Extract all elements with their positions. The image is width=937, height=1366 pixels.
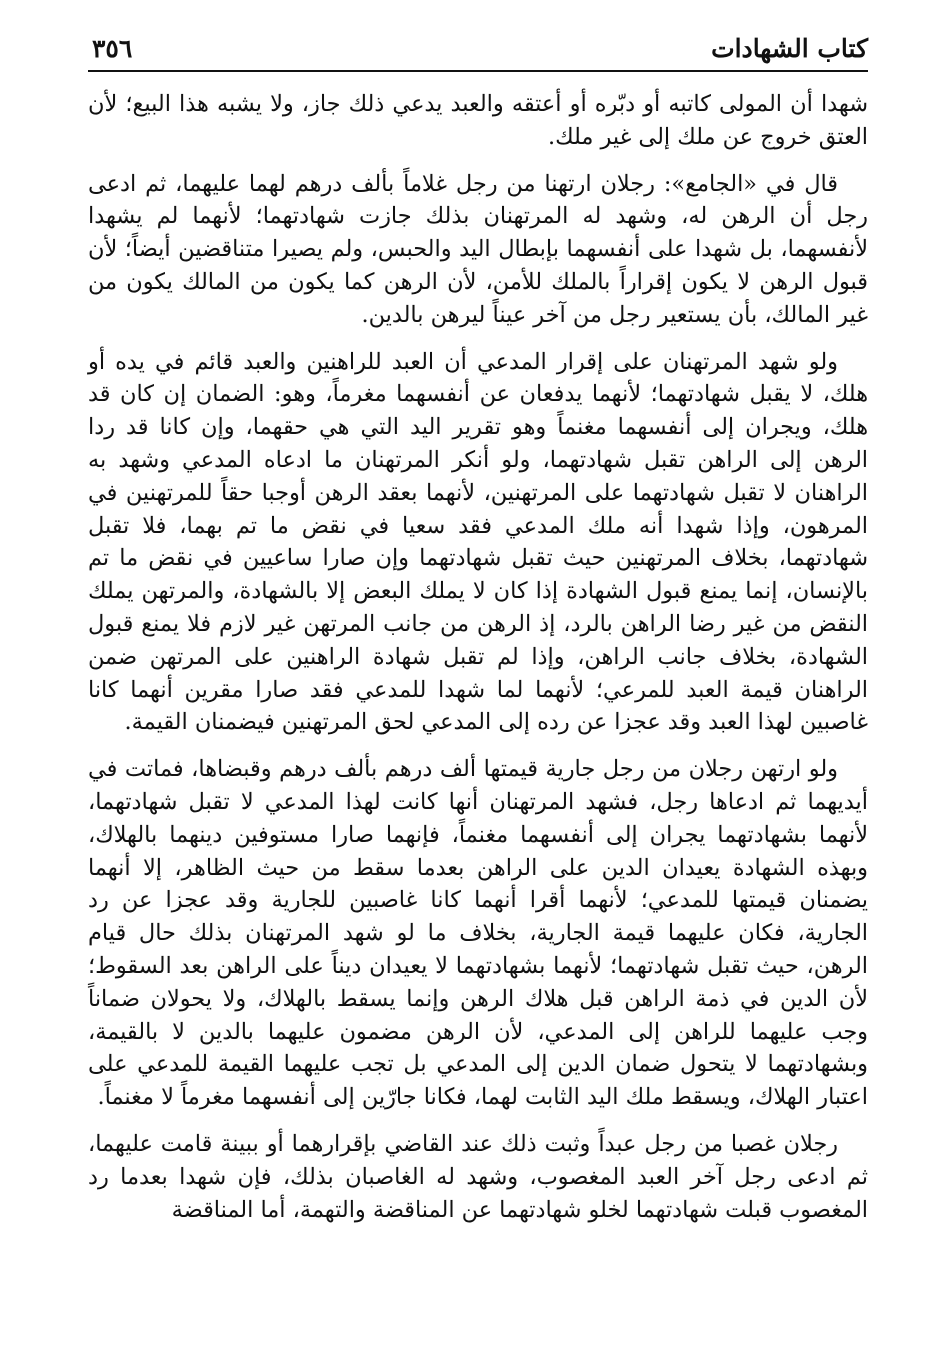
body-text xyxy=(88,88,868,1226)
paragraph-jariya-pledge: ولو ارتهن رجلان من رجل جارية قيمتها ألف درهم بألف درهم وقبضاها، فماتت في أيديهما ثم ادعاها رجل، فشهد المرتهنان أنها كانت لهذا المدعي لا تقبل شهادتهما، لأنهما بشهادتهما يجران إلى أنفسهما مغنماً، فإنهما صارا مستوفين دينهما بالهلاك، وبهذه الشهادة يعيدان الدين على الراهن بعدما سقط من حيث الظاهر، إلا أنهما يضمنان قيمتها للمدعي؛ لأنهما أقرا أنهما كانا غاصبين للجارية وقد عجزا عن رد الجارية، فكان عليهما قيمة الجارية، بخلاف ما لو شهد المرتهنان بذلك حال قيام الرهن، حيث تقبل شهادتهما؛ لأنهما بشهادتهما لا يعيدان ديناً على الراهن بعد السقوط؛ لأن الدين في ذمة الراهن قبل هلاك الرهن وإنما يسقط بالهلاك، ولا يحولان ضماناً وجب عليهما للراهن إلى المدعي، لأن الرهن مضمون عليهما بالدين لا بالقيمة، وبشهادتهما لا يتحول ضمان الدين إلى المدعي بل تجب عليهما القيمة للمدعي على اعتبار الهلاك، ويسقط ملك اليد الثابت لهما، فكانا جارّين إلى أنفسهما مغرماً لا مغنماً. xyxy=(88,756,868,1111)
page-number: ٣٥٦ xyxy=(92,34,133,63)
paragraph-jami-quote: قال في «الجامع»: رجلان ارتهنا من رجل غلاماً بألف درهم لهما عليهما، ثم ادعى رجل أن الرهن له، وشهد له المرتهنان بذلك جازت شهادتهما؛ لأنهما لم يشهدا لأنفسهما، بل شهدا على أنفسهما بإبطال اليد والحبس، ولم يصيرا متناقضين أيضاً؛ لأن قبول الرهن لا يكون إقراراً بالملك للأمن، لأن الرهن كما يكون من المالك يكون من غير المالك، بأن يستعير رجل من آخر عيناً ليرهن بالدين. xyxy=(88,170,868,328)
book-page xyxy=(88,30,868,1240)
paragraph-murtahinan-testimony: ولو شهد المرتهنان على إقرار المدعي أن العبد للراهنين والعبد قائم في يده أو هلك، لا يقبل شهادتهما؛ لأنهما يدفعان عن أنفسهما مغرماً، وهو: الضمان إن كان قد هلك، ويجران إلى أنفسهما مغنماً وهو تقرير اليد التي هي حقهما، وإن كانا قد ردا الرهن إلى الراهن تقبل شهادتهما، ولو أنكر المرتهنان ما ادعاه المدعي وشهد به الراهنان لا تقبل شهادتهما على المرتهنين، لأنهما بعقد الرهن أوجبا حقاً للمرتهنين في المرهون، وإذا شهدا أنه ملك المدعي فقد سعيا في نقض ما تم بهما، فلا تقبل شهادتهما، بخلاف المرتهنين حيث تقبل شهادتهما وإن صارا ساعيين في نقض ما تم بالإنسان، إنما يمنع قبول الشهادة إذا كان لا يملك البعض إلا بالشهادة، والمرتهن يملك النقض من غير رضا الراهن بالرد، إذ الرهن من جانب المرتهن غير لازم فلا يمنع قبول الشهادة، بخلاف جانب الراهن، وإذا لم تقبل شهادة الراهنين على المرتهن ضمن الراهنان قيمة العبد للمرعي؛ لأنهما لما شهدا للمدعي فقد صارا مقرين أنهما كانا غاصبين لهذا العبد وقد عجزا عن رده إلى المدعي لحق المرتهنين فيضمنان القيمة. xyxy=(88,348,868,736)
running-title: كتاب الشهادات xyxy=(711,34,868,63)
paragraph-continuation: شهدا أن المولى كاتبه أو دبّره أو أعتقه والعبد يدعي ذلك جاز، ولا يشبه هذا البيع؛ لأن العتق خروج عن ملك إلى غير ملك. xyxy=(88,91,868,150)
paragraph-ghasb: رجلان غصبا من رجل عبداً وثبت ذلك عند القاضي بإقرارهما أو ببينة قامت عليهما، ثم ادعى رجل آخر العبد المغصوب، وشهد له الغاصبان بذلك، فإن شهدا بعدما رد المغصوب قبلت شهادتهما لخلو شهادتهما عن المناقضة والتهمة، أما المناقضة xyxy=(88,1130,868,1223)
page-header xyxy=(88,30,868,72)
